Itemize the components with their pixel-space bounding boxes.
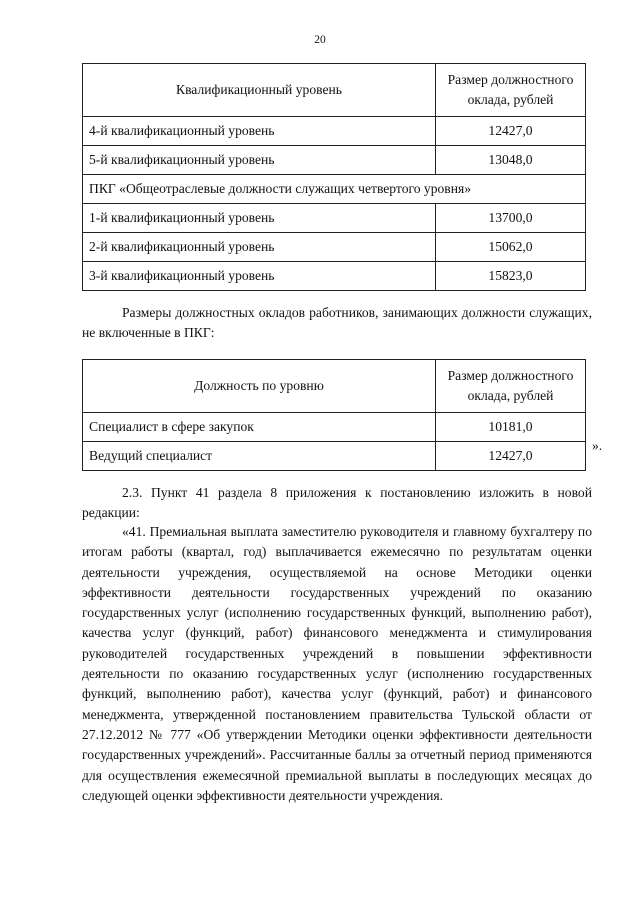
item-paragraph-text: 2.3. Пункт 41 раздела 8 приложения к постановлению изложить в новой редакции: — [82, 485, 592, 521]
table-row — [83, 262, 586, 291]
table-row — [83, 117, 586, 146]
cell-salary: 15062,0 — [436, 233, 586, 262]
closing-quote-mark: ». — [592, 438, 603, 453]
table-row — [83, 204, 586, 233]
quoted-new-wording-paragraph — [82, 522, 592, 806]
page-number: 20 — [314, 34, 326, 46]
cell-salary: 15823,0 — [436, 262, 586, 291]
header-cell-level: Квалификационный уровень — [83, 64, 436, 117]
salary-table-positions — [82, 359, 586, 471]
cell-level: 3-й квалификационный уровень — [83, 262, 436, 291]
header-cell-salary: Размер должностного оклада, рублей — [436, 360, 586, 413]
cell-salary: 13700,0 — [436, 204, 586, 233]
table-row — [83, 442, 586, 471]
cell-salary: 12427,0 — [436, 117, 586, 146]
table-row — [83, 146, 586, 175]
table-header-row — [83, 360, 586, 413]
cell-salary: 12427,0 — [436, 442, 586, 471]
cell-level: 5-й квалификационный уровень — [83, 146, 436, 175]
cell-salary: 13048,0 — [436, 146, 586, 175]
table-group-row — [83, 175, 586, 204]
header-cell-position: Должность по уровню — [83, 360, 436, 413]
cell-salary: 10181,0 — [436, 413, 586, 442]
cell-position: Ведущий специалист — [83, 442, 436, 471]
group-title-cell: ПКГ «Общеотраслевые должности служащих четвертого уровня» — [83, 175, 586, 204]
table-row — [83, 233, 586, 262]
header-cell-salary: Размер должностного оклада, рублей — [436, 64, 586, 117]
item-paragraph — [82, 483, 592, 524]
cell-level: 2-й квалификационный уровень — [83, 233, 436, 262]
cell-level: 1-й квалификационный уровень — [83, 204, 436, 233]
intro-paragraph — [82, 303, 592, 344]
intro-paragraph-text: Размеры должностных окладов работников, занимающих должности служащих, не включенные в ПКГ: — [82, 305, 592, 341]
table-header-row — [83, 64, 586, 117]
table-row — [83, 413, 586, 442]
cell-level: 4-й квалификационный уровень — [83, 117, 436, 146]
salary-table-qualification-levels — [82, 63, 586, 291]
cell-position: Специалист в сфере закупок — [83, 413, 436, 442]
quoted-paragraph-text: «41. Премиальная выплата заместителю руководителя и главному бухгалтеру по итогам работы (квартал, год) выплачивается ежемесячно по результатам оценки деятельности учреждения, осуществляемой на основе Методики оценки эффективности деятельности государственных учреждений по оказанию государственных услуг (исполнению государственных функций, выполнению работ), качества услуг (функций, работ) финансового менеджмента и стимулирования руководителей государственных учреждений в повышении эффективности деятельности по оказанию государственных услуг (исполнению государственных функций, выполнению работ), качества услуг (функций, работ) и финансового менеджмента, утвержденной постановлением правительства Тульской области от 27.12.2012 № 777 «Об утверждении Методики оценки эффективности деятельности государственных учреждений». Рассчитанные баллы за отчетный период применяются для осуществления ежемесячной премиальной выплаты в последующих месяцах до следующей оценки эффективности деятельности учреждения. — [82, 524, 592, 803]
